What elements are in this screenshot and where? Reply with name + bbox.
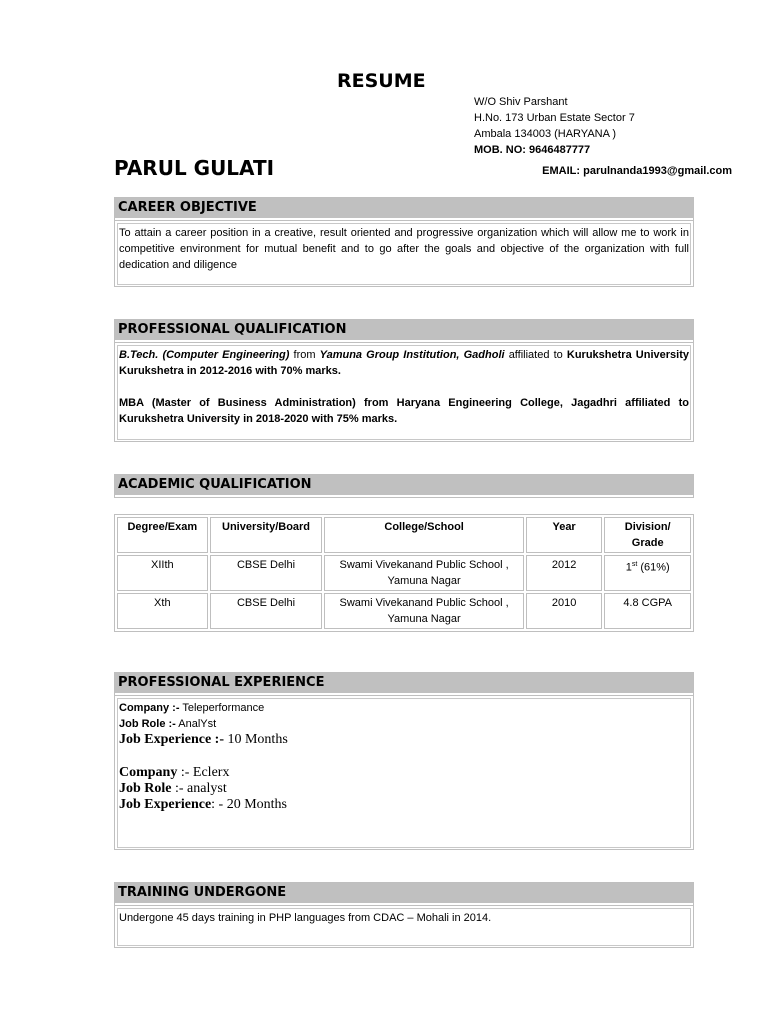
- table-cell: CBSE Delhi: [210, 593, 323, 629]
- training-text: Undergone 45 days training in PHP languages from CDAC – Mohali in 2014.: [117, 908, 691, 946]
- experience-value: 10 Months: [223, 732, 288, 747]
- company-value: Teleperformance: [179, 702, 265, 714]
- grade-percent: (61%): [637, 561, 670, 574]
- role-label: Job Role: [119, 781, 172, 796]
- professional-experience-section: [114, 672, 694, 850]
- role-label: Job Role :-: [119, 718, 176, 730]
- email-address: EMAIL: parulnanda1993@gmail.com: [542, 165, 732, 177]
- experience-body: [117, 698, 691, 848]
- address-line: H.No. 173 Urban Estate Sector 7: [474, 112, 635, 124]
- experience-value: : - 20 Months: [211, 797, 287, 812]
- job2-role: [119, 781, 689, 797]
- job2-experience: [119, 797, 689, 813]
- column-header: Degree/Exam: [117, 517, 208, 553]
- btech-affiliation: affiliated to: [508, 349, 563, 361]
- section-heading: TRAINING UNDERGONE: [115, 883, 693, 905]
- job1-company: [119, 700, 689, 716]
- role-value: AnalYst: [175, 718, 217, 730]
- table-header-row: [117, 517, 691, 553]
- resume-title: RESUME: [337, 70, 426, 92]
- section-heading: CAREER OBJECTIVE: [115, 198, 693, 220]
- table-cell: XIIth: [117, 555, 208, 591]
- training-section: [114, 882, 694, 948]
- table-cell: 2012: [526, 555, 603, 591]
- career-objective-text: To attain a career position in a creative, result oriented and progressive organization which will allow me to work in competitive environment for mutual benefit and to go after the goals and objective of the organization with full dedication and diligence: [117, 223, 691, 285]
- mba-entry: MBA (Master of Business Administration) from Haryana Engineering College, Jagadhri affiliated to Kurukshetra University in 2018-2020 with 75% marks.: [119, 397, 689, 425]
- btech-degree: B.Tech. (Computer Engineering): [119, 349, 290, 361]
- btech-details: Kurukshetra University Kurukshetra in 2012-2016 with 70% marks.: [119, 349, 689, 377]
- btech-institution: Yamuna Group Institution, Gadholi: [319, 349, 505, 361]
- table-cell: Swami Vivekanand Public School , Yamuna Nagar: [324, 593, 523, 629]
- grade-number: 1: [625, 561, 632, 574]
- academic-qualification-section: [114, 474, 694, 498]
- mobile-number: MOB. NO: 9646487777: [474, 144, 591, 156]
- company-value: :- Eclerx: [177, 765, 230, 780]
- column-header: University/Board: [210, 517, 323, 553]
- grade-superscript: st: [631, 561, 638, 568]
- section-heading: ACADEMIC QUALIFICATION: [115, 475, 693, 497]
- professional-qualification-section: [114, 319, 694, 442]
- table-cell: 2010: [526, 593, 603, 629]
- section-heading: PROFESSIONAL EXPERIENCE: [115, 673, 693, 695]
- job1-role: [119, 716, 689, 732]
- candidate-name: PARUL GULATI: [114, 156, 275, 180]
- table-cell: Swami Vivekanand Public School , Yamuna Nagar: [324, 555, 523, 591]
- experience-label: Job Experience: [119, 797, 212, 812]
- experience-label: Job Experience :-: [119, 732, 224, 747]
- table-row: [117, 593, 691, 629]
- address-line: Ambala 134003 (HARYANA ): [474, 128, 617, 140]
- table-cell: [604, 555, 691, 591]
- column-header: College/School: [324, 517, 523, 553]
- academic-table: [114, 514, 694, 632]
- address-line: W/O Shiv Parshant: [474, 96, 568, 108]
- address-block: [474, 94, 635, 158]
- role-value: :- analyst: [171, 781, 227, 796]
- table-row: [117, 555, 691, 591]
- company-label: Company: [119, 765, 178, 780]
- table-cell: 4.8 CGPA: [604, 593, 691, 629]
- job2-company: [119, 765, 689, 781]
- career-objective-section: [114, 197, 694, 287]
- section-heading: PROFESSIONAL QUALIFICATION: [115, 320, 693, 342]
- table-cell: CBSE Delhi: [210, 555, 323, 591]
- job1-experience: [119, 732, 689, 748]
- btech-entry: [119, 347, 689, 379]
- btech-from: from: [293, 349, 316, 361]
- professional-qualification-body: [117, 345, 691, 440]
- column-header: Division/ Grade: [604, 517, 691, 553]
- column-header: Year: [526, 517, 603, 553]
- table-cell: Xth: [117, 593, 208, 629]
- company-label: Company :-: [119, 702, 180, 714]
